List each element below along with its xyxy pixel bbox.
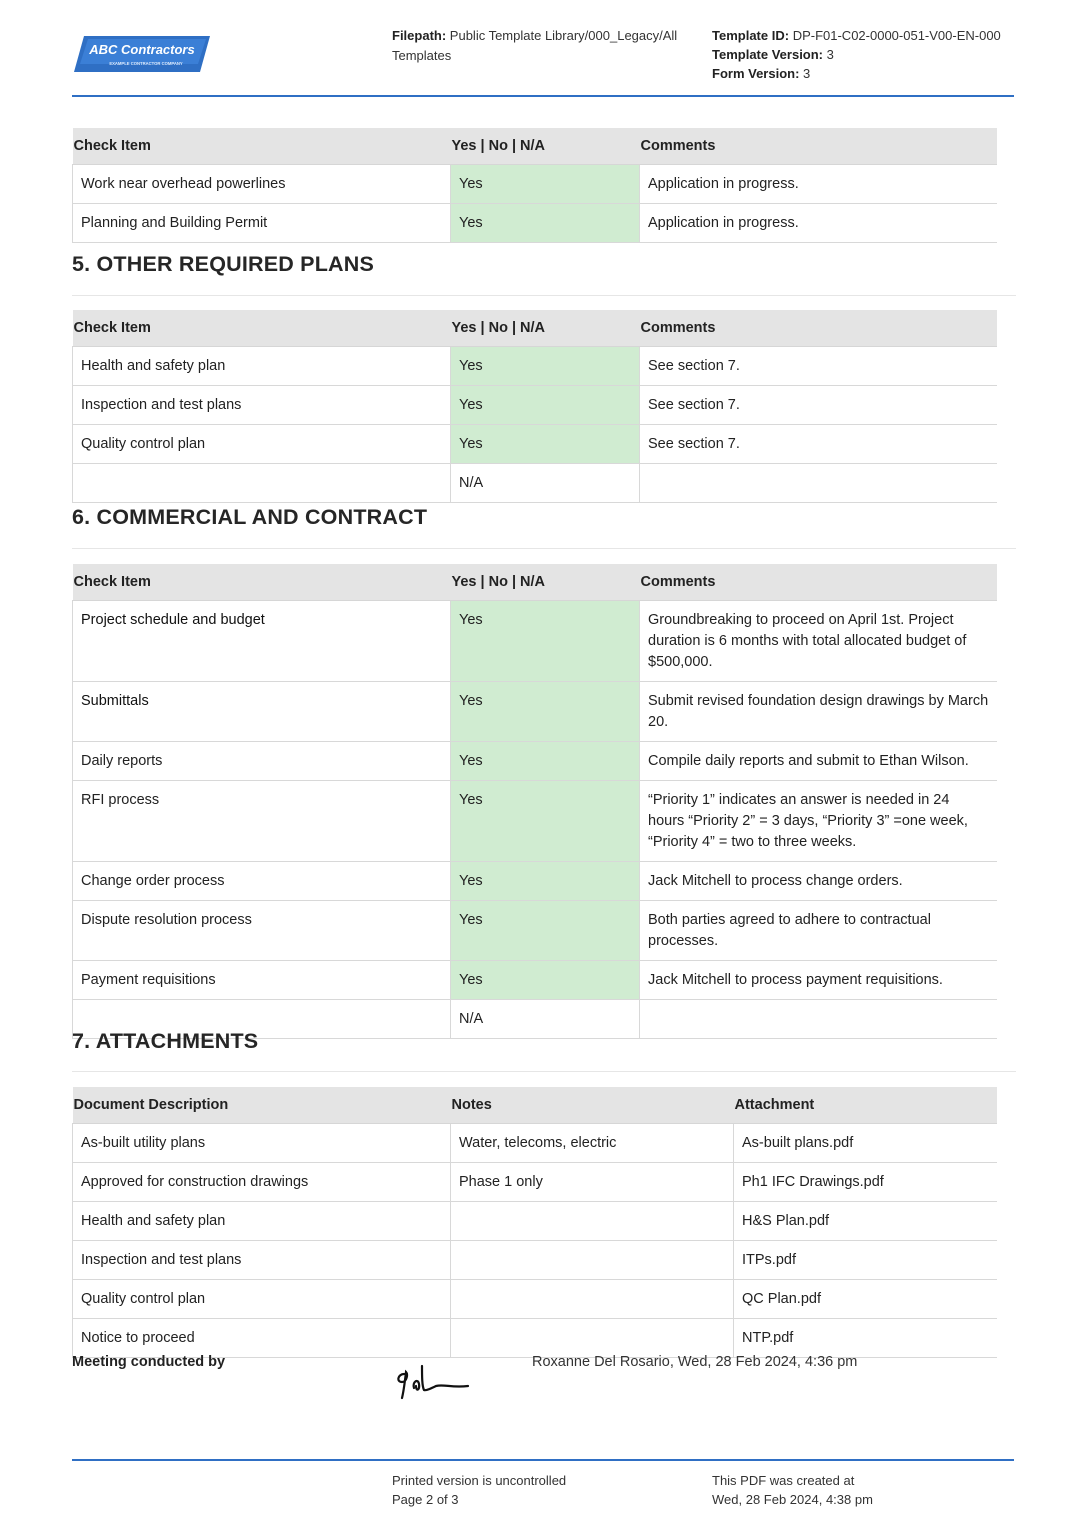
section-title: 7. ATTACHMENTS	[72, 1029, 259, 1053]
check-item: Change order process	[73, 862, 451, 901]
check-item: Inspection and test plans	[73, 386, 451, 425]
uncontrolled-notice: Printed version is uncontrolled	[392, 1473, 567, 1488]
attachment-link[interactable]: Ph1 IFC Drawings.pdf	[734, 1163, 997, 1202]
section-divider	[72, 548, 1016, 549]
check-item: Health and safety plan	[73, 347, 451, 386]
comment-cell: Both parties agreed to adhere to contractual processes.	[640, 901, 997, 961]
notes-cell	[451, 1319, 734, 1358]
template-id-label: Template ID:	[712, 28, 790, 43]
comment-cell: See section 7.	[640, 386, 997, 425]
answer-cell: Yes	[451, 386, 640, 425]
check-item: RFI process	[73, 781, 451, 862]
comment-cell: “Priority 1” indicates an answer is needed in 24 hours “Priority 2” = 3 days, “Priority 3” =one week, “Priority 4” = two to three weeks.	[640, 781, 997, 862]
answer-cell: Yes	[451, 781, 640, 862]
answer-cell: Yes	[451, 961, 640, 1000]
table-header-row	[73, 310, 997, 347]
document-description: Inspection and test plans	[73, 1241, 451, 1280]
answer-cell: N/A	[451, 464, 640, 503]
attachment-link[interactable]: QC Plan.pdf	[734, 1280, 997, 1319]
meeting-conducted-label: Meeting conducted by	[72, 1354, 226, 1370]
attachments-table	[72, 1087, 997, 1358]
column-header: Yes | No | N/A	[451, 310, 640, 347]
check-item: Planning and Building Permit	[73, 204, 451, 243]
signature-image	[392, 1360, 476, 1404]
created-label: This PDF was created at	[712, 1473, 855, 1488]
table-row	[73, 464, 997, 503]
company-logo	[74, 34, 212, 74]
page-header	[72, 22, 1014, 96]
check-item: Project schedule and budget	[73, 601, 451, 682]
table-header-row	[73, 128, 997, 165]
column-header: Check Item	[73, 310, 451, 347]
check-item: Dispute resolution process	[73, 901, 451, 961]
table-row	[73, 347, 997, 386]
notes-cell	[451, 1202, 734, 1241]
table-row	[73, 425, 997, 464]
template-version-value: 3	[826, 47, 834, 62]
column-header: Attachment	[734, 1087, 997, 1124]
column-header: Notes	[451, 1087, 734, 1124]
answer-cell: Yes	[451, 347, 640, 386]
table-row	[73, 1163, 997, 1202]
table-row	[73, 781, 997, 862]
attachment-link[interactable]: H&S Plan.pdf	[734, 1202, 997, 1241]
table-row	[73, 682, 997, 742]
table-row	[73, 204, 997, 243]
form-version-value: 3	[803, 66, 811, 81]
comment-cell	[640, 1000, 997, 1039]
column-header: Comments	[640, 564, 997, 601]
section-divider	[72, 295, 1016, 296]
notes-cell	[451, 1241, 734, 1280]
check-item: Payment requisitions	[73, 961, 451, 1000]
table-row	[73, 1319, 997, 1358]
filepath-value: Public Template Library/000_Legacy/All Templates	[392, 28, 678, 63]
footer-right	[712, 1471, 873, 1509]
comment-cell: Submit revised foundation design drawings by March 20.	[640, 682, 997, 742]
attachment-link[interactable]: NTP.pdf	[734, 1319, 997, 1358]
table-row	[73, 165, 997, 204]
comment-cell: Compile daily reports and submit to Ethan Wilson.	[640, 742, 997, 781]
answer-cell: Yes	[451, 165, 640, 204]
page-number: Page 2 of 3	[392, 1492, 459, 1507]
table-header-row	[73, 564, 997, 601]
column-header: Yes | No | N/A	[451, 128, 640, 165]
table-row	[73, 1202, 997, 1241]
answer-cell: N/A	[451, 1000, 640, 1039]
notes-cell	[451, 1280, 734, 1319]
document-description: As-built utility plans	[73, 1124, 451, 1163]
table-row	[73, 742, 997, 781]
created-timestamp: Wed, 28 Feb 2024, 4:38 pm	[712, 1492, 873, 1507]
comment-cell: Groundbreaking to proceed on April 1st. Project duration is 6 months with total allocated budget of $500,000.	[640, 601, 997, 682]
document-description: Quality control plan	[73, 1280, 451, 1319]
footer-left	[392, 1471, 566, 1509]
signer-details: Roxanne Del Rosario, Wed, 28 Feb 2024, 4:36 pm	[532, 1354, 858, 1370]
notes-cell: Phase 1 only	[451, 1163, 734, 1202]
answer-cell: Yes	[451, 682, 640, 742]
comment-cell: See section 7.	[640, 425, 997, 464]
document-description: Approved for construction drawings	[73, 1163, 451, 1202]
check-item: Submittals	[73, 682, 451, 742]
column-header: Comments	[640, 310, 997, 347]
template-version-label: Template Version:	[712, 47, 824, 62]
table-row	[73, 961, 997, 1000]
commercial-contract-table	[72, 564, 997, 1039]
comment-cell: See section 7.	[640, 347, 997, 386]
answer-cell: Yes	[451, 862, 640, 901]
check-item: Quality control plan	[73, 425, 451, 464]
attachment-link[interactable]: As-built plans.pdf	[734, 1124, 997, 1163]
table-row	[73, 386, 997, 425]
comment-cell	[640, 464, 997, 503]
column-header: Document Description	[73, 1087, 451, 1124]
answer-cell: Yes	[451, 204, 640, 243]
table-row	[73, 1241, 997, 1280]
check-item: Work near overhead powerlines	[73, 165, 451, 204]
comment-cell: Application in progress.	[640, 165, 997, 204]
answer-cell: Yes	[451, 742, 640, 781]
template-info-block	[712, 26, 1022, 83]
table-row	[73, 601, 997, 682]
comment-cell: Application in progress.	[640, 204, 997, 243]
form-version-label: Form Version:	[712, 66, 800, 81]
column-header: Check Item	[73, 128, 451, 165]
document-description: Notice to proceed	[73, 1319, 451, 1358]
answer-cell: Yes	[451, 425, 640, 464]
other-plans-table	[72, 310, 997, 503]
table-row	[73, 1280, 997, 1319]
comment-cell: Jack Mitchell to process payment requisitions.	[640, 961, 997, 1000]
column-header: Check Item	[73, 564, 451, 601]
logo-subtext: EXAMPLE CONTRACTOR COMPANY	[109, 61, 183, 66]
table-row	[73, 1124, 997, 1163]
template-id-value: DP-F01-C02-0000-051-V00-EN-000	[792, 28, 1001, 43]
table-row	[73, 901, 997, 961]
attachment-link[interactable]: ITPs.pdf	[734, 1241, 997, 1280]
table-header-row	[73, 1087, 997, 1124]
section-title: 6. COMMERCIAL AND CONTRACT	[72, 505, 428, 529]
permits-table	[72, 128, 997, 243]
comment-cell: Jack Mitchell to process change orders.	[640, 862, 997, 901]
column-header: Comments	[640, 128, 997, 165]
document-description: Health and safety plan	[73, 1202, 451, 1241]
notes-cell: Water, telecoms, electric	[451, 1124, 734, 1163]
filepath-block	[392, 26, 692, 66]
logo-text: ABC Contractors	[89, 42, 195, 57]
check-item	[73, 464, 451, 503]
footer-divider	[72, 1459, 1014, 1461]
check-item: Daily reports	[73, 742, 451, 781]
section-divider	[72, 1071, 1016, 1072]
table-row	[73, 862, 997, 901]
answer-cell: Yes	[451, 601, 640, 682]
header-divider	[72, 95, 1014, 97]
column-header: Yes | No | N/A	[451, 564, 640, 601]
filepath-label: Filepath:	[392, 28, 447, 43]
answer-cell: Yes	[451, 901, 640, 961]
section-title: 5. OTHER REQUIRED PLANS	[72, 252, 375, 276]
